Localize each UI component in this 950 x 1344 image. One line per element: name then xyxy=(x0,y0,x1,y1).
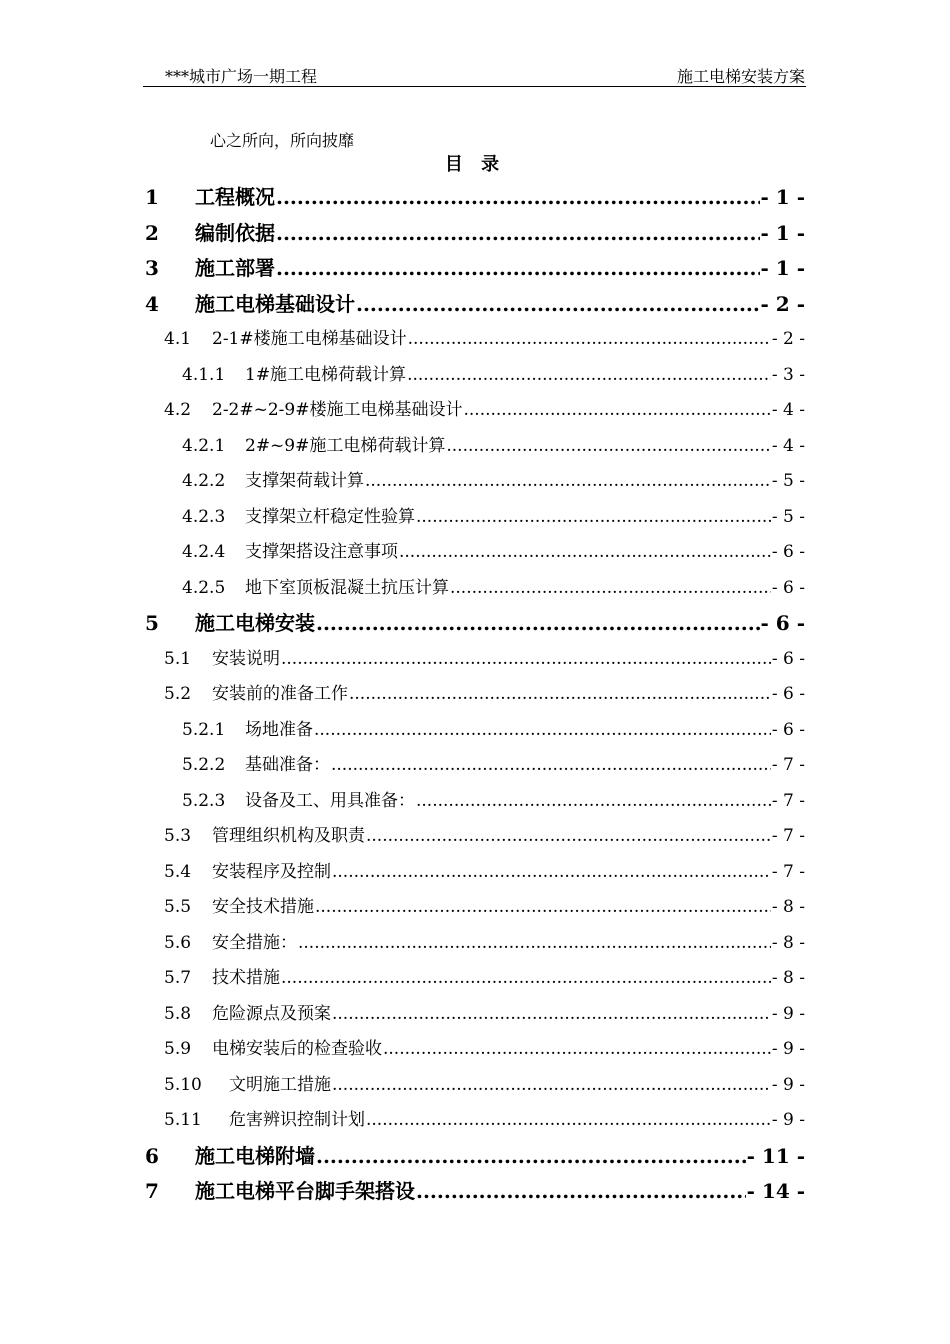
toc-entry-title: 安全措施： xyxy=(212,933,297,953)
toc-entry-page: - 6 - xyxy=(771,720,805,740)
toc-entry-title: 设备及工、用具准备： xyxy=(245,791,415,811)
toc-entry-5-2-1[interactable] xyxy=(182,717,805,743)
toc-entry-number: 5.9 xyxy=(164,1039,192,1059)
toc-entry-number: 5 xyxy=(145,611,159,635)
toc-entry-title: 电梯安装后的检查验收 xyxy=(212,1039,382,1059)
toc-leader-dots xyxy=(366,823,771,849)
toc-leader-dots xyxy=(276,220,760,246)
toc-entry-title: 施工电梯基础设计 xyxy=(195,292,355,316)
toc-entry-5-2-3[interactable] xyxy=(182,788,805,814)
toc-entry-number: 3 xyxy=(145,256,159,280)
toc-entry-page: - 8 - xyxy=(771,968,805,988)
toc-entry-number: 5.3 xyxy=(164,826,192,846)
toc-entry-5[interactable] xyxy=(145,610,805,636)
toc-entry-page: - 11 - xyxy=(746,1144,805,1168)
toc-entry-title: 施工部署 xyxy=(195,256,275,280)
toc-entry-4-1-1[interactable] xyxy=(182,362,805,388)
toc-leader-dots xyxy=(366,1107,771,1133)
toc-entry-page: - 9 - xyxy=(771,1004,805,1024)
toc-entry-number: 4.2.1 xyxy=(182,436,226,456)
toc-leader-dots xyxy=(416,504,771,530)
toc-leader-dots xyxy=(331,752,771,778)
toc-entry-title: 2-2#~2-9#楼施工电梯基础设计 xyxy=(212,400,463,420)
toc-entry-page: - 8 - xyxy=(771,933,805,953)
toc-entry-number: 2 xyxy=(145,221,159,245)
header-project-name: ***城市广场一期工程 xyxy=(165,67,318,86)
toc-entry-number: 5.4 xyxy=(164,862,192,882)
toc-entry-page: - 5 - xyxy=(771,471,805,491)
toc-entry-5-11[interactable] xyxy=(164,1107,805,1133)
toc-entry-page: - 7 - xyxy=(771,862,805,882)
toc-leader-dots xyxy=(281,646,771,672)
toc-entry-5-10[interactable] xyxy=(164,1072,805,1098)
toc-entry-page: - 6 - xyxy=(771,649,805,669)
toc-leader-dots xyxy=(281,965,771,991)
toc-entry-4-2[interactable] xyxy=(164,397,805,423)
toc-entry-page: - 4 - xyxy=(771,400,805,420)
toc-entry-page: - 8 - xyxy=(771,897,805,917)
toc-entry-number: 4 xyxy=(145,292,159,316)
toc-entry-4-2-3[interactable] xyxy=(182,504,805,530)
toc-entry-number: 5.1 xyxy=(164,649,192,669)
toc-entry-page: - 6 - xyxy=(771,684,805,704)
toc-entry-number: 5.7 xyxy=(164,968,192,988)
toc-entry-5-2[interactable] xyxy=(164,681,805,707)
toc-entry-page: - 7 - xyxy=(771,791,805,811)
toc-leader-dots xyxy=(314,717,771,743)
toc-entry-title: 2#~9#施工电梯荷载计算 xyxy=(245,436,446,456)
toc-entry-title: 危害辨识控制计划 xyxy=(229,1110,365,1130)
toc-entry-page: - 14 - xyxy=(746,1179,805,1203)
toc-entry-title: 安装说明 xyxy=(212,649,280,669)
toc-entry-page: - 1 - xyxy=(760,185,805,209)
toc-entry-page: - 9 - xyxy=(771,1110,805,1130)
toc-entry-number: 5.10 xyxy=(164,1075,202,1095)
toc-leader-dots xyxy=(316,610,760,636)
toc-entry-number: 4.2.3 xyxy=(182,507,226,527)
toc-entry-number: 6 xyxy=(145,1144,159,1168)
toc-entry-title: 编制依据 xyxy=(195,221,275,245)
toc-entry-page: - 5 - xyxy=(771,507,805,527)
toc-entry-page: - 2 - xyxy=(771,329,805,349)
toc-entry-page: - 1 - xyxy=(760,221,805,245)
toc-leader-dots xyxy=(408,326,771,352)
toc-leader-dots xyxy=(316,1143,746,1169)
toc-entry-page: - 7 - xyxy=(771,755,805,775)
toc-leader-dots xyxy=(450,575,771,601)
toc-entry-4-2-1[interactable] xyxy=(182,433,805,459)
toc-entry-title: 地下室顶板混凝土抗压计算 xyxy=(245,578,449,598)
toc-entry-title: 危险源点及预案 xyxy=(212,1004,331,1024)
toc-entry-title: 技术措施 xyxy=(212,968,280,988)
toc-entry-number: 4.1.1 xyxy=(182,365,226,385)
toc-entry-page: - 2 - xyxy=(760,292,805,316)
toc-entry-4-2-2[interactable] xyxy=(182,468,805,494)
toc-entry-title: 基础准备： xyxy=(245,755,330,775)
toc-entry-number: 4.2.5 xyxy=(182,578,226,598)
toc-entry-number: 4.2 xyxy=(164,400,192,420)
toc-entry-number: 1 xyxy=(145,185,159,209)
toc-leader-dots xyxy=(332,1072,771,1098)
toc-entry-5-7[interactable] xyxy=(164,965,805,991)
toc-entry-title: 文明施工措施 xyxy=(229,1075,331,1095)
toc-leader-dots xyxy=(356,291,760,317)
toc-leader-dots xyxy=(383,1036,771,1062)
toc-entry-page: - 6 - xyxy=(771,542,805,562)
toc-entry-title: 施工电梯附墙 xyxy=(195,1144,315,1168)
toc-entry-7[interactable] xyxy=(145,1178,805,1204)
toc-entry-title: 支撑架荷载计算 xyxy=(245,471,364,491)
toc-leader-dots xyxy=(416,788,771,814)
toc-leader-dots xyxy=(276,184,760,210)
toc-entry-title: 安装程序及控制 xyxy=(212,862,331,882)
toc-entry-page: - 1 - xyxy=(760,256,805,280)
toc-entry-title: 支撑架搭设注意事项 xyxy=(245,542,398,562)
toc-entry-number: 5.2 xyxy=(164,684,192,704)
toc-leader-dots xyxy=(365,468,771,494)
toc-entry-number: 7 xyxy=(145,1179,159,1203)
header-rule xyxy=(143,86,806,87)
toc-entry-4-2-5[interactable] xyxy=(182,575,805,601)
toc-entry-page: - 6 - xyxy=(760,611,805,635)
toc-entry-title: 施工电梯平台脚手架搭设 xyxy=(195,1179,415,1203)
toc-entry-title: 管理组织机构及职责 xyxy=(212,826,365,846)
toc-entry-5-5[interactable] xyxy=(164,894,805,920)
toc-entry-title: 1#施工电梯荷载计算 xyxy=(245,365,407,385)
toc-leader-dots xyxy=(276,255,760,281)
toc-entry-title: 工程概况 xyxy=(195,185,275,209)
toc-entry-page: - 9 - xyxy=(771,1075,805,1095)
toc-entry-number: 4.1 xyxy=(164,329,192,349)
toc-entry-number: 4.2.4 xyxy=(182,542,226,562)
toc-entry-page: - 7 - xyxy=(771,826,805,846)
toc-leader-dots xyxy=(463,397,770,423)
toc-leader-dots xyxy=(399,539,771,565)
toc-entry-3[interactable] xyxy=(145,255,805,281)
toc-entry-page: - 3 - xyxy=(771,365,805,385)
toc-entry-page: - 9 - xyxy=(771,1039,805,1059)
toc-leader-dots xyxy=(332,859,771,885)
toc-entry-title: 支撑架立杆稳定性验算 xyxy=(245,507,415,527)
motto: 心之所向，所向披靡 xyxy=(210,131,355,150)
toc-entry-title: 2-1#楼施工电梯基础设计 xyxy=(212,329,407,349)
toc-entry-title: 施工电梯安装 xyxy=(195,611,315,635)
toc-leader-dots xyxy=(298,930,771,956)
toc-entry-title: 场地准备 xyxy=(245,720,313,740)
toc-entry-title: 安装前的准备工作 xyxy=(212,684,348,704)
toc-entry-number: 4.2.2 xyxy=(182,471,226,491)
toc-entry-5-4[interactable] xyxy=(164,859,805,885)
toc-entry-number: 5.11 xyxy=(164,1110,202,1130)
toc-entry-5-9[interactable] xyxy=(164,1036,805,1062)
toc-entry-number: 5.8 xyxy=(164,1004,192,1024)
toc-entry-number: 5.2.2 xyxy=(182,755,226,775)
toc-entry-number: 5.5 xyxy=(164,897,192,917)
toc-title: 目 录 xyxy=(444,154,506,175)
toc-entry-title: 安全技术措施 xyxy=(212,897,314,917)
toc-leader-dots xyxy=(349,681,771,707)
toc-entry-5-3[interactable] xyxy=(164,823,805,849)
toc-leader-dots xyxy=(416,1178,746,1204)
toc-entry-page: - 6 - xyxy=(771,578,805,598)
header-document-title: 施工电梯安装方案 xyxy=(676,67,805,86)
toc-entry-6[interactable] xyxy=(145,1143,805,1169)
toc-entry-number: 5.2.1 xyxy=(182,720,226,740)
toc-entry-5-6[interactable] xyxy=(164,930,805,956)
toc-entry-4[interactable] xyxy=(145,291,805,317)
toc-entry-2[interactable] xyxy=(145,220,805,246)
toc-leader-dots xyxy=(407,362,771,388)
toc-entry-number: 5.2.3 xyxy=(182,791,226,811)
toc-entry-4-2-4[interactable] xyxy=(182,539,805,565)
toc-entry-1[interactable] xyxy=(145,184,805,210)
toc-entry-4-1[interactable] xyxy=(164,326,805,352)
toc-entry-5-1[interactable] xyxy=(164,646,805,672)
toc-leader-dots xyxy=(446,433,771,459)
toc-leader-dots xyxy=(332,1001,771,1027)
toc-entry-5-2-2[interactable] xyxy=(182,752,805,778)
toc-entry-5-8[interactable] xyxy=(164,1001,805,1027)
toc-entry-page: - 4 - xyxy=(771,436,805,456)
toc-leader-dots xyxy=(315,894,771,920)
toc-entry-number: 5.6 xyxy=(164,933,192,953)
